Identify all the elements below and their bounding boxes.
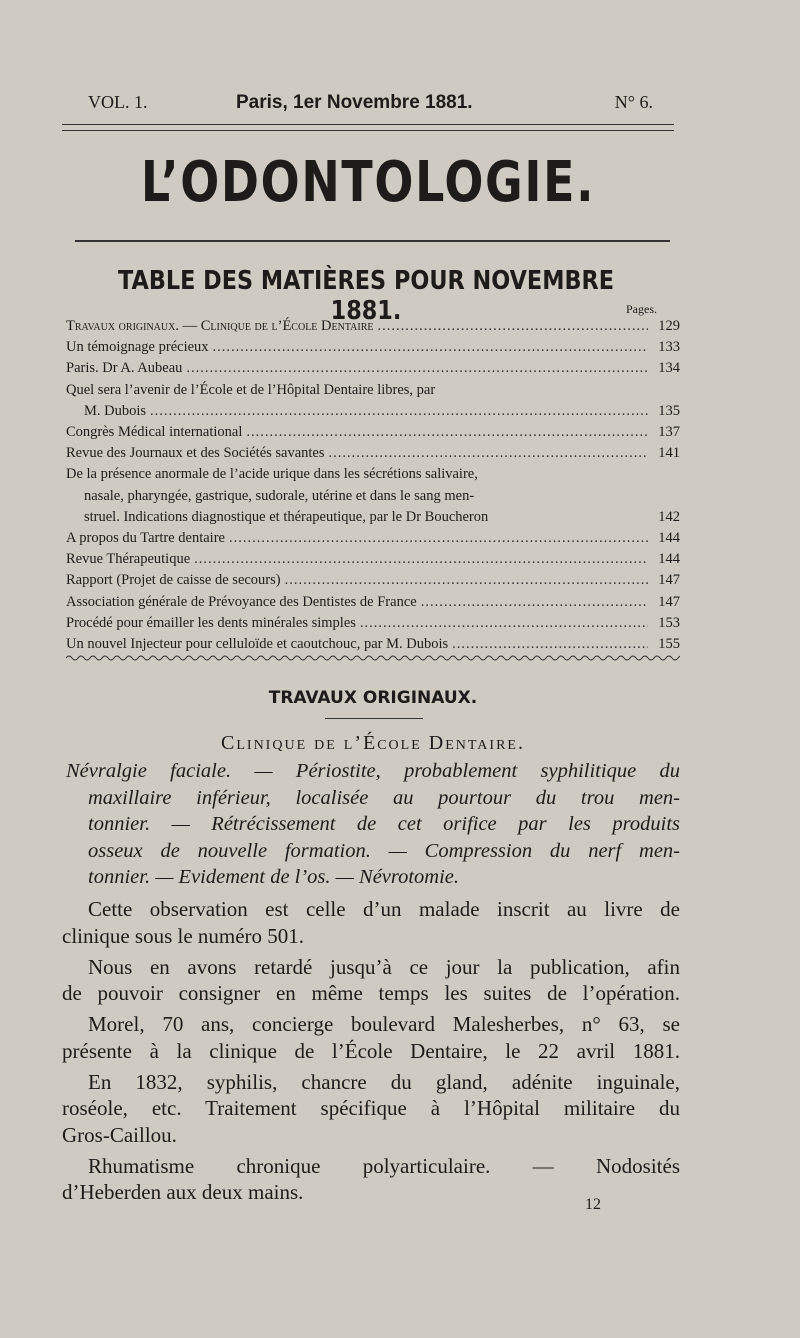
page-number: 12 (585, 1196, 601, 1213)
toc-entry-page: 144 (658, 530, 680, 547)
toc-entry-title: Revue Thérapeutique (66, 551, 191, 568)
toc-entry-line: nasale, pharyngée, gastrique, sudorale, utérine et dans le sang men- (84, 487, 475, 504)
toc-leader (421, 592, 648, 613)
toc-entry (66, 316, 680, 337)
toc-entry-title: Travaux originaux. — Clinique de l’École Dentaire (66, 318, 374, 334)
toc-entry-title: Procédé pour émailler les dents minérales simples (66, 614, 356, 631)
toc-leader (285, 570, 648, 591)
toc-entry-page: 134 (658, 360, 680, 377)
paragraph-line: de pouvoir consigner en même temps les suites de l’opération. (62, 981, 680, 1005)
paragraph-line: Gros-Caillou. (62, 1122, 177, 1147)
toc-entry-title: M. Dubois (84, 402, 147, 419)
abstract-line: Névralgie faciale. — Périostite, probablement syphilitique du (66, 760, 680, 782)
toc-entry-title: Congrès Médical international (66, 424, 243, 441)
toc-pages-label: Pages. (626, 302, 657, 316)
masthead-rule (62, 124, 674, 131)
paragraph-line: Rhumatisme chronique polyarticulaire. — Nodosités (88, 1153, 680, 1178)
paragraph (62, 954, 680, 1007)
toc-entry (66, 337, 680, 358)
toc-entry-page: 147 (658, 593, 680, 610)
toc-entry-page: 135 (658, 402, 680, 419)
toc-entry-title: Un témoignage précieux (66, 339, 209, 356)
masthead (88, 92, 653, 122)
toc-entry-page: 155 (658, 636, 680, 653)
toc-entry (66, 528, 680, 549)
paragraph (62, 896, 680, 949)
toc-entry-line: De la présence anormale de l’acide urique dans les sécrétions salivaire, (66, 466, 478, 483)
toc-leader (377, 316, 648, 337)
toc-leader (246, 422, 648, 443)
article-body (62, 896, 680, 1210)
toc-entry-title: Revue des Journaux et des Sociétés savantes (66, 445, 325, 462)
toc-entry-last-line (66, 401, 680, 422)
toc-entry (66, 464, 680, 528)
abstract-line: osseux de nouvelle formation. — Compression du nerf men- (88, 839, 680, 862)
paragraph-line: Cette observation est celle d’un malade inscrit au livre de (88, 897, 680, 921)
toc-leader (360, 613, 648, 634)
toc-heading: TABLE DES MATIÈRES POUR NOVEMBRE 1881. (117, 266, 614, 326)
paragraph-line: Nous en avons retardé jusqu’à ce jour la publication, afin (88, 954, 680, 979)
toc-entry-page: 144 (658, 551, 680, 568)
paragraph (62, 1011, 680, 1064)
toc-entry (66, 380, 680, 422)
title-rule (75, 240, 670, 242)
toc-leader (213, 337, 648, 358)
paragraph-line: En 1832, syphilis, chancre du gland, adénite inguinale, (88, 1069, 680, 1094)
toc-entry-page: 142 (658, 508, 680, 525)
abstract-line: tonnier. — Rétrécissement de cet orifice par les produits (88, 813, 680, 835)
volume-label: VOL. 1. (88, 92, 148, 112)
paragraph-line: présente à la clinique de l’École Dentaire, le 22 avril 1881. (62, 1038, 680, 1063)
toc-entry-title: Rapport (Projet de caisse de secours) (66, 572, 281, 589)
toc-leader (229, 528, 648, 549)
paragraph-line: roséole, etc. Traitement spécifique à l’Hôpital militaire du (62, 1096, 680, 1120)
paragraph-line: Morel, 70 ans, concierge boulevard Malesherbes, n° 63, se (88, 1012, 680, 1036)
toc-entry-title: struel. Indications diagnostique et thérapeutique, par le Dr Boucheron (84, 508, 489, 525)
journal-title: L’ODONTOLOGIE. (140, 150, 596, 215)
toc-entry (66, 549, 680, 570)
toc-leader (194, 549, 648, 570)
paragraph-line: clinique sous le numéro 501. (62, 923, 305, 948)
table-of-contents (66, 316, 680, 655)
toc-entry-title: A propos du Tartre dentaire (66, 530, 225, 547)
article-abstract (66, 758, 680, 891)
toc-entry (66, 570, 680, 591)
toc-leader (150, 401, 648, 422)
subsection-title: Clinique de l’École Dentaire. (221, 732, 525, 754)
wavy-separator (66, 653, 680, 663)
toc-entry (66, 443, 680, 464)
toc-entry-last-line (66, 507, 680, 528)
paragraph-line: d’Heberden aux deux mains. (62, 1180, 304, 1204)
abstract-line: tonnier. — Evidement de l’os. — Névrotomie. (88, 866, 460, 888)
toc-leader (186, 358, 648, 379)
toc-entry (66, 592, 680, 613)
toc-entry-title: Paris. Dr A. Aubeau (66, 360, 183, 377)
toc-entry-page: 153 (658, 614, 680, 631)
abstract-line: maxillaire inférieur, localisée au pourtour du trou men- (88, 786, 680, 809)
toc-entry-page: 147 (658, 572, 680, 589)
issue-number: N° 6. (614, 92, 653, 112)
toc-entry-page: 129 (658, 318, 680, 334)
issue-date: Paris, 1er Novembre 1881. (236, 92, 473, 113)
toc-entry (66, 613, 680, 634)
toc-leader (329, 443, 648, 464)
toc-entry-page: 137 (658, 424, 680, 441)
paragraph (62, 1069, 680, 1149)
toc-entry (66, 358, 680, 379)
toc-entry-page: 133 (658, 339, 680, 356)
toc-entry (66, 422, 680, 443)
toc-entry-page: 141 (658, 445, 680, 462)
toc-entry-line: Quel sera l’avenir de l’École et de l’Hôpital Dentaire libres, par (66, 381, 436, 398)
section-rule (325, 718, 423, 719)
toc-entry-title: Un nouvel Injecteur pour celluloïde et caoutchouc, par M. Dubois (66, 636, 449, 653)
section-title: TRAVAUX ORIGINAUX. (268, 688, 478, 708)
toc-entry-title: Association générale de Prévoyance des Dentistes de France (66, 593, 417, 610)
